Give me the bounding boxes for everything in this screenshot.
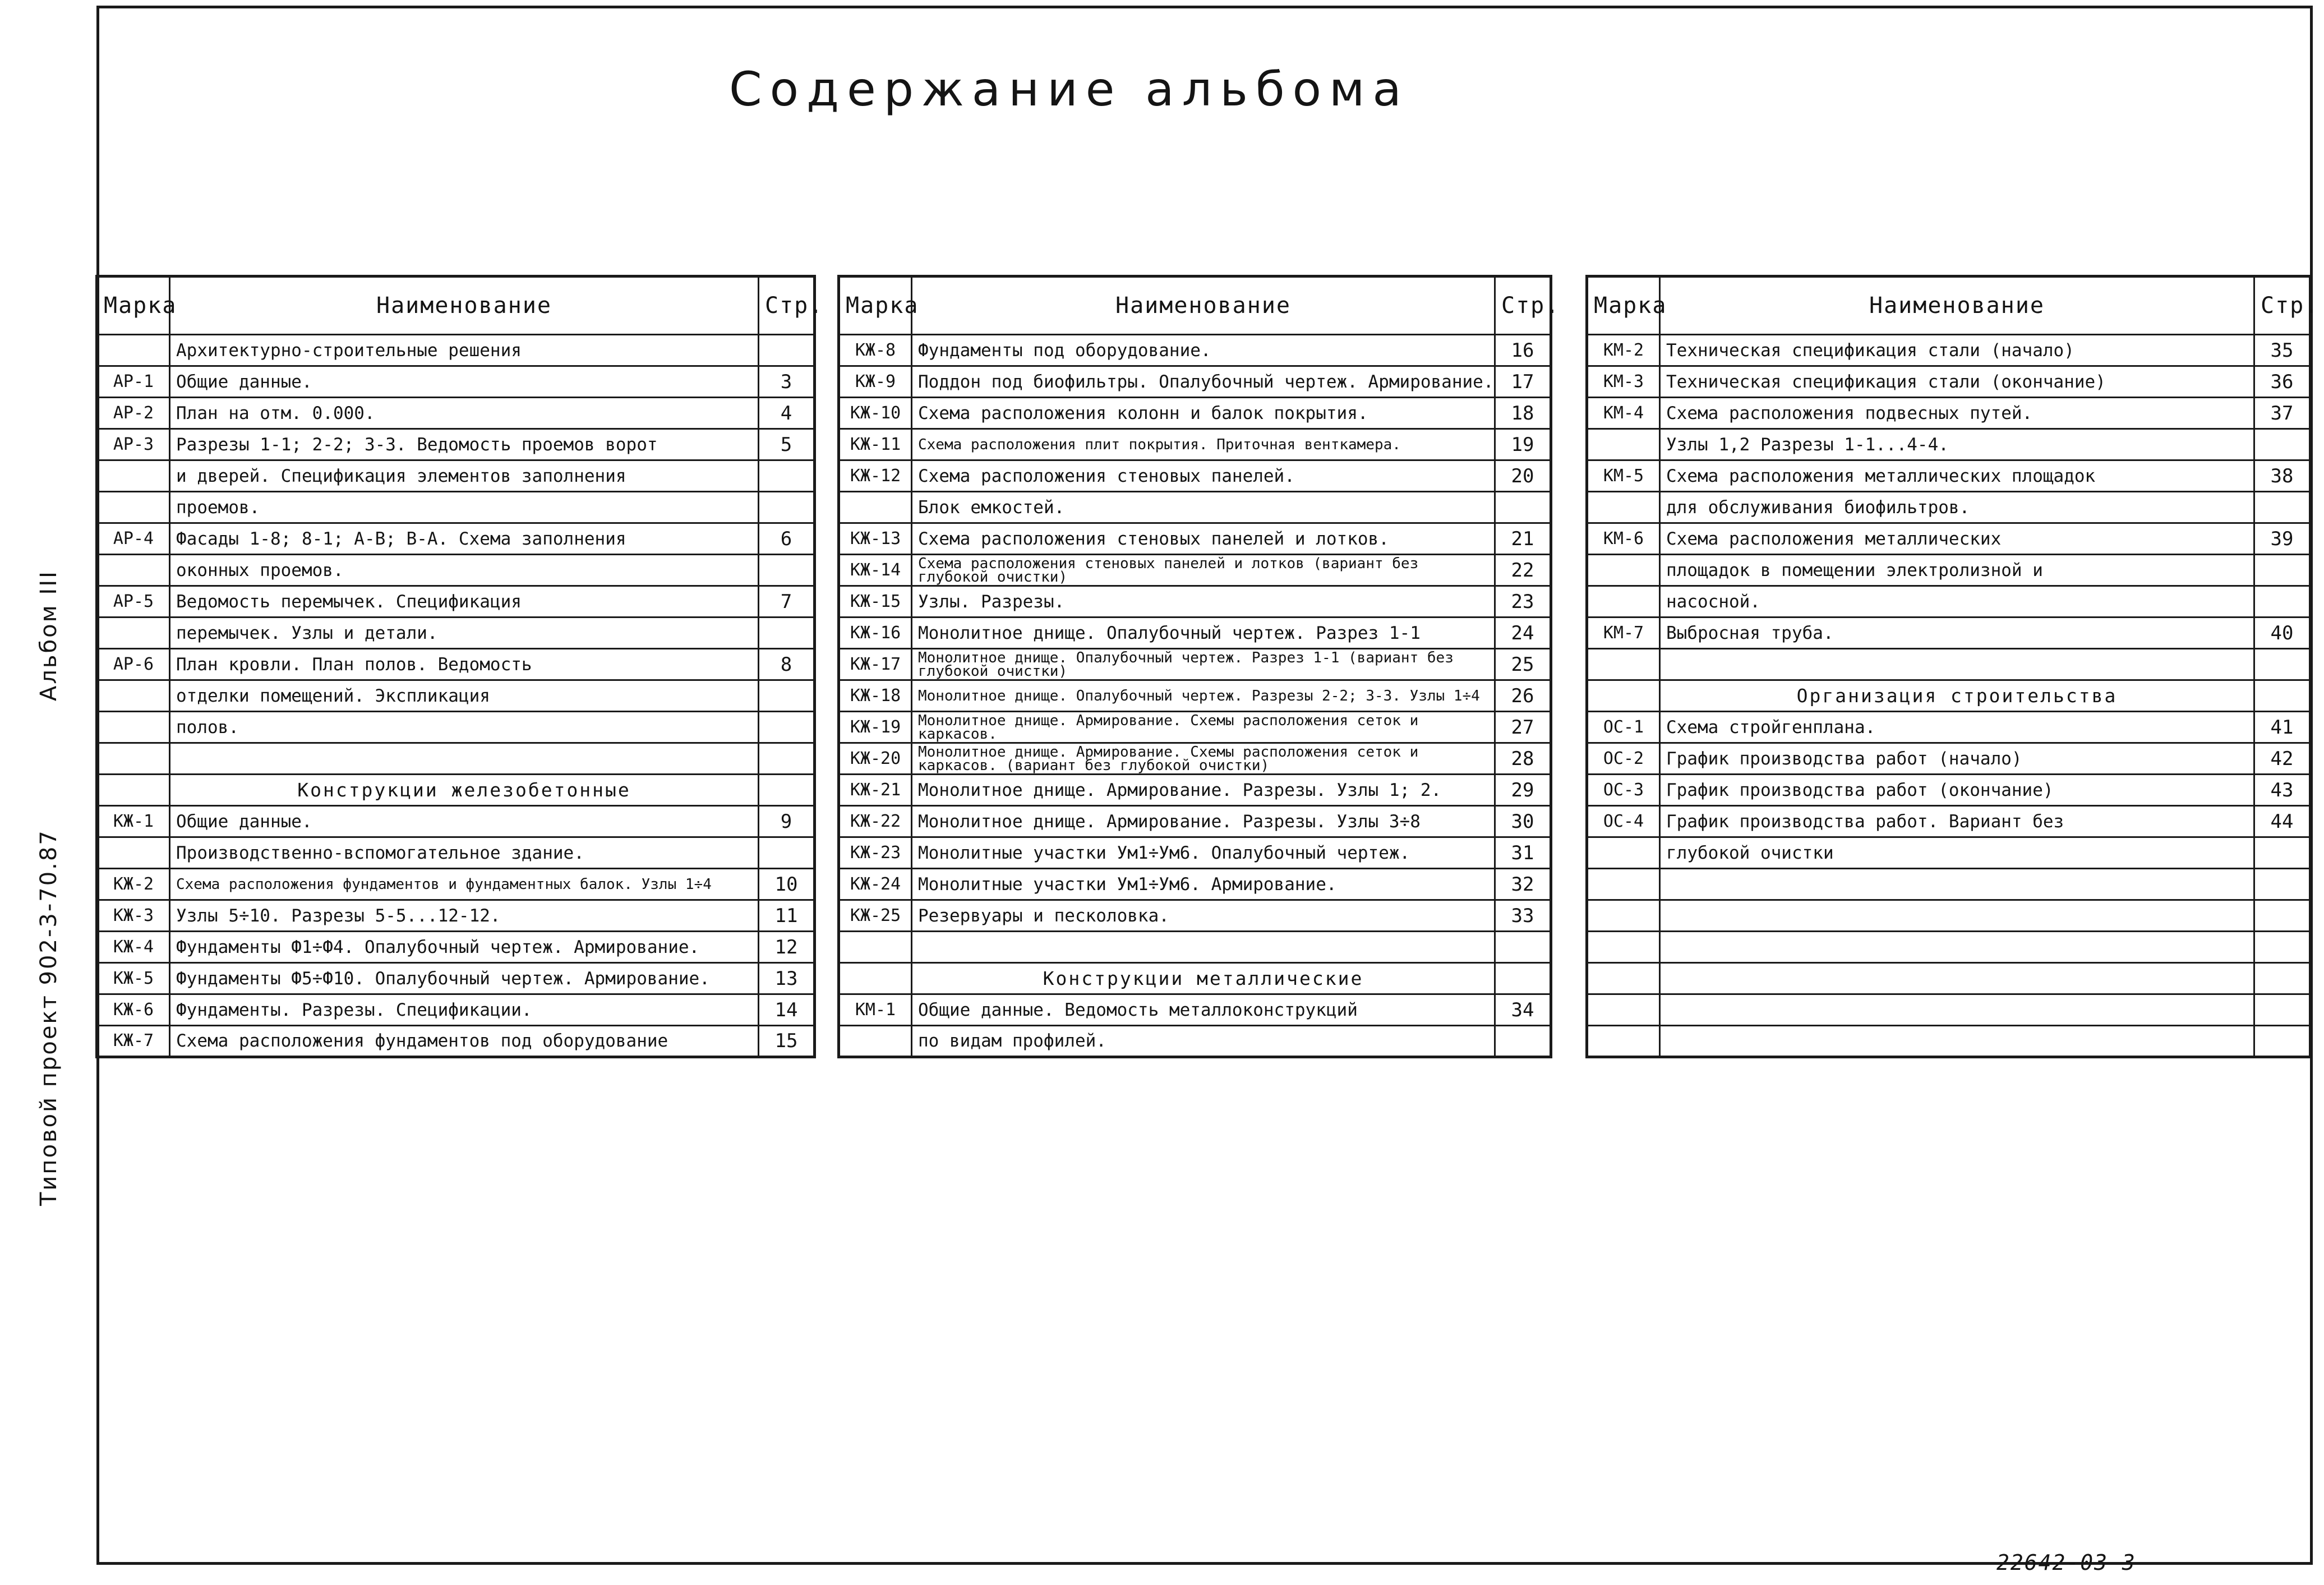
table-row xyxy=(1587,680,2311,712)
row-name: Монолитное днище. Армирование. Схемы расположения сеток и каркасов. xyxy=(912,712,1495,743)
row-mark: КМ-1 xyxy=(839,994,912,1026)
row-page: 26 xyxy=(1495,680,1551,712)
row-mark xyxy=(839,492,912,523)
row-mark: АР-6 xyxy=(97,649,170,680)
row-name: Фундаменты. Разрезы. Спецификации. xyxy=(170,994,759,1026)
row-name: перемычек. Узлы и детали. xyxy=(170,618,759,649)
table-row xyxy=(97,743,815,775)
row-name: Монолитное днище. Опалубочный чертеж. Разрез 1-1 (вариант без глубокой очистки) xyxy=(912,649,1495,680)
table-row xyxy=(1587,806,2311,837)
row-page: 23 xyxy=(1495,586,1551,618)
row-page: 14 xyxy=(759,994,815,1026)
row-mark xyxy=(1587,429,1660,460)
row-page xyxy=(2254,429,2311,460)
row-page: 32 xyxy=(1495,869,1551,900)
row-page xyxy=(2254,932,2311,963)
row-mark xyxy=(1587,837,1660,869)
table-row xyxy=(97,680,815,712)
table-row xyxy=(839,398,1551,429)
row-mark: ОС-1 xyxy=(1587,712,1660,743)
row-mark: КЖ-16 xyxy=(839,618,912,649)
header-mark: Марка xyxy=(839,277,912,335)
row-name: График производства работ (окончание) xyxy=(1660,775,2254,806)
row-page xyxy=(1495,932,1551,963)
table-row xyxy=(839,586,1551,618)
row-name: Монолитные участки Ум1÷Ум6. Армирование. xyxy=(912,869,1495,900)
row-name: Схема стройгенплана. xyxy=(1660,712,2254,743)
row-page xyxy=(759,680,815,712)
table-row xyxy=(839,492,1551,523)
row-name: Схема расположения металлических xyxy=(1660,523,2254,555)
table-row xyxy=(97,366,815,398)
row-mark xyxy=(97,743,170,775)
row-name: Поддон под биофильтры. Опалубочный чертеж. Армирование. xyxy=(912,366,1495,398)
row-mark: КЖ-20 xyxy=(839,743,912,775)
table-row xyxy=(97,586,815,618)
row-page: 39 xyxy=(2254,523,2311,555)
row-name: глубокой очистки xyxy=(1660,837,2254,869)
row-name: График производства работ. Вариант без xyxy=(1660,806,2254,837)
row-mark: КЖ-21 xyxy=(839,775,912,806)
table-row xyxy=(1587,775,2311,806)
table-row xyxy=(1587,837,2311,869)
row-name xyxy=(1660,1026,2254,1057)
contents-table-2 xyxy=(837,275,1560,1058)
table-row xyxy=(97,398,815,429)
row-name: насосной. xyxy=(1660,586,2254,618)
row-name: Фасады 1-8; 8-1; А-В; В-А. Схема заполнения xyxy=(170,523,759,555)
table-row xyxy=(839,869,1551,900)
row-name: Общие данные. Ведомость металлоконструкций xyxy=(912,994,1495,1026)
table-row xyxy=(839,429,1551,460)
header-name: Наименование xyxy=(912,277,1495,335)
table-header-row xyxy=(839,277,1551,335)
row-name: Блок емкостей. xyxy=(912,492,1495,523)
contents-table-3 xyxy=(1585,275,2320,1058)
row-page: 22 xyxy=(1495,555,1551,586)
row-name: Узлы 5÷10. Разрезы 5-5...12-12. xyxy=(170,900,759,932)
row-page xyxy=(1495,963,1551,994)
row-page: 17 xyxy=(1495,366,1551,398)
row-page xyxy=(759,775,815,806)
table-row xyxy=(1587,963,2311,994)
table-row xyxy=(839,555,1551,586)
row-page: 33 xyxy=(1495,900,1551,932)
row-page: 44 xyxy=(2254,806,2311,837)
table-row xyxy=(839,743,1551,775)
row-name xyxy=(1660,932,2254,963)
row-mark: КЖ-24 xyxy=(839,869,912,900)
table-row xyxy=(839,1026,1551,1057)
row-page xyxy=(759,335,815,366)
header-mark: Марка xyxy=(97,277,170,335)
row-mark xyxy=(1587,492,1660,523)
row-page: 27 xyxy=(1495,712,1551,743)
row-mark: КЖ-5 xyxy=(97,963,170,994)
row-page: 34 xyxy=(1495,994,1551,1026)
row-mark xyxy=(97,555,170,586)
row-page xyxy=(2254,994,2311,1026)
table-row xyxy=(839,712,1551,743)
table-row xyxy=(97,963,815,994)
table-row xyxy=(1587,869,2311,900)
row-page xyxy=(759,743,815,775)
row-mark: КЖ-6 xyxy=(97,994,170,1026)
header-page: Стр. xyxy=(2254,277,2311,335)
row-mark: КМ-3 xyxy=(1587,366,1660,398)
row-mark xyxy=(1587,555,1660,586)
table-row xyxy=(97,994,815,1026)
row-page: 4 xyxy=(759,398,815,429)
row-mark: КЖ-23 xyxy=(839,837,912,869)
row-page: 29 xyxy=(1495,775,1551,806)
page-title: Содержание альбома xyxy=(729,62,1409,117)
row-name: Узлы. Разрезы. xyxy=(912,586,1495,618)
row-mark: КЖ-2 xyxy=(97,869,170,900)
row-page xyxy=(759,712,815,743)
table-row xyxy=(1587,994,2311,1026)
row-page: 18 xyxy=(1495,398,1551,429)
row-name: Узлы 1,2 Разрезы 1-1...4-4. xyxy=(1660,429,2254,460)
table-row xyxy=(97,335,815,366)
row-page: 24 xyxy=(1495,618,1551,649)
row-page: 6 xyxy=(759,523,815,555)
row-name: Ведомость перемычек. Спецификация xyxy=(170,586,759,618)
row-mark xyxy=(97,712,170,743)
row-mark xyxy=(97,492,170,523)
row-page xyxy=(1495,1026,1551,1057)
table-row xyxy=(1587,366,2311,398)
row-name: площадок в помещении электролизной и xyxy=(1660,555,2254,586)
row-page xyxy=(2254,586,2311,618)
row-page: 38 xyxy=(2254,460,2311,492)
row-name xyxy=(912,932,1495,963)
row-name: Резервуары и песколовка. xyxy=(912,900,1495,932)
table-row xyxy=(1587,743,2311,775)
row-name xyxy=(1660,900,2254,932)
row-page xyxy=(2254,1026,2311,1057)
table-row xyxy=(97,1026,815,1057)
row-mark xyxy=(839,932,912,963)
table-row xyxy=(97,555,815,586)
row-page xyxy=(759,555,815,586)
table-row xyxy=(839,775,1551,806)
row-page xyxy=(2254,649,2311,680)
table-row xyxy=(839,335,1551,366)
row-page: 21 xyxy=(1495,523,1551,555)
table-row xyxy=(839,649,1551,680)
table-row xyxy=(839,900,1551,932)
row-name xyxy=(1660,994,2254,1026)
table-row xyxy=(839,932,1551,963)
row-page xyxy=(759,492,815,523)
table-header-row xyxy=(97,277,815,335)
row-name xyxy=(1660,869,2254,900)
header-page: Стр. xyxy=(1495,277,1551,335)
row-mark xyxy=(97,775,170,806)
row-name: Схема расположения плит покрытия. Приточная венткамера. xyxy=(912,429,1495,460)
row-page: 10 xyxy=(759,869,815,900)
row-page: 16 xyxy=(1495,335,1551,366)
row-page: 30 xyxy=(1495,806,1551,837)
table-row xyxy=(97,460,815,492)
row-mark xyxy=(97,680,170,712)
table-row xyxy=(97,618,815,649)
row-page xyxy=(1495,492,1551,523)
row-mark: АР-4 xyxy=(97,523,170,555)
row-page: 37 xyxy=(2254,398,2311,429)
row-mark xyxy=(1587,963,1660,994)
row-mark: ОС-4 xyxy=(1587,806,1660,837)
row-name: График производства работ (начало) xyxy=(1660,743,2254,775)
row-mark xyxy=(97,618,170,649)
row-mark: КМ-6 xyxy=(1587,523,1660,555)
row-name: Монолитные участки Ум1÷Ум6. Опалубочный чертеж. xyxy=(912,837,1495,869)
row-name: Схема расположения фундаментов под оборудование xyxy=(170,1026,759,1057)
table-row xyxy=(1587,555,2311,586)
row-name: Выбросная труба. xyxy=(1660,618,2254,649)
row-name: Производственно-вспомогательное здание. xyxy=(170,837,759,869)
row-page xyxy=(2254,555,2311,586)
table-row xyxy=(1587,712,2311,743)
table-row xyxy=(839,963,1551,994)
row-mark: АР-1 xyxy=(97,366,170,398)
row-mark: ОС-3 xyxy=(1587,775,1660,806)
row-page: 12 xyxy=(759,932,815,963)
row-name xyxy=(170,743,759,775)
row-name: Схема расположения колонн и балок покрытия. xyxy=(912,398,1495,429)
row-mark: КМ-7 xyxy=(1587,618,1660,649)
row-page: 20 xyxy=(1495,460,1551,492)
table-row xyxy=(97,837,815,869)
row-mark: ОС-2 xyxy=(1587,743,1660,775)
row-name: проемов. xyxy=(170,492,759,523)
table-row xyxy=(839,994,1551,1026)
row-mark: КЖ-4 xyxy=(97,932,170,963)
row-name: Схема расположения стеновых панелей и лотков. xyxy=(912,523,1495,555)
header-name: Наименование xyxy=(170,277,759,335)
row-mark: КЖ-3 xyxy=(97,900,170,932)
row-name: Архитектурно-строительные решения xyxy=(170,335,759,366)
row-page: 3 xyxy=(759,366,815,398)
row-page: 7 xyxy=(759,586,815,618)
row-name: Схема расположения металлических площадок xyxy=(1660,460,2254,492)
row-name: отделки помещений. Экспликация xyxy=(170,680,759,712)
side-album-label: Альбом III xyxy=(36,570,62,701)
row-page xyxy=(759,460,815,492)
table-row xyxy=(1587,618,2311,649)
table-row xyxy=(1587,523,2311,555)
row-mark: КЖ-7 xyxy=(97,1026,170,1057)
table-row xyxy=(839,806,1551,837)
row-page: 36 xyxy=(2254,366,2311,398)
row-name: Монолитное днище. Армирование. Схемы расположения сеток и каркасов. (вариант без глубокой очистки) xyxy=(912,743,1495,775)
row-mark xyxy=(97,837,170,869)
table-row xyxy=(839,680,1551,712)
row-page xyxy=(759,837,815,869)
table-row xyxy=(1587,460,2311,492)
row-mark xyxy=(1587,586,1660,618)
row-page: 40 xyxy=(2254,618,2311,649)
row-name: Монолитное днище. Армирование. Разрезы. Узлы 3÷8 xyxy=(912,806,1495,837)
row-name: Монолитное днище. Опалубочный чертеж. Разрезы 2-2; 3-3. Узлы 1÷4 xyxy=(912,680,1495,712)
table-row xyxy=(97,806,815,837)
row-name: План на отм. 0.000. xyxy=(170,398,759,429)
row-mark: КМ-2 xyxy=(1587,335,1660,366)
row-mark xyxy=(1587,900,1660,932)
table-row xyxy=(1587,429,2311,460)
row-page: 28 xyxy=(1495,743,1551,775)
table-row xyxy=(97,649,815,680)
table-row xyxy=(1587,586,2311,618)
row-page: 19 xyxy=(1495,429,1551,460)
table-row xyxy=(1587,335,2311,366)
row-page: 31 xyxy=(1495,837,1551,869)
row-page xyxy=(2254,680,2311,712)
row-mark xyxy=(839,1026,912,1057)
row-page xyxy=(2254,837,2311,869)
row-mark: КЖ-25 xyxy=(839,900,912,932)
row-mark: КЖ-15 xyxy=(839,586,912,618)
row-mark: КЖ-18 xyxy=(839,680,912,712)
row-mark: КЖ-14 xyxy=(839,555,912,586)
row-mark: КЖ-1 xyxy=(97,806,170,837)
row-page xyxy=(2254,900,2311,932)
row-name: по видам профилей. xyxy=(912,1026,1495,1057)
row-mark: КЖ-13 xyxy=(839,523,912,555)
table-row xyxy=(97,869,815,900)
row-name: Техническая спецификация стали (окончание) xyxy=(1660,366,2254,398)
row-page xyxy=(759,618,815,649)
row-mark xyxy=(1587,932,1660,963)
row-mark: КМ-5 xyxy=(1587,460,1660,492)
row-name: Схема расположения стеновых панелей и лотков (вариант без глубокой очистки) xyxy=(912,555,1495,586)
row-mark: КМ-4 xyxy=(1587,398,1660,429)
table-row xyxy=(839,366,1551,398)
row-page: 13 xyxy=(759,963,815,994)
table-row xyxy=(97,492,815,523)
row-mark xyxy=(839,963,912,994)
row-name: Общие данные. xyxy=(170,366,759,398)
table-row xyxy=(839,837,1551,869)
row-mark: КЖ-9 xyxy=(839,366,912,398)
table-row xyxy=(839,523,1551,555)
row-page: 11 xyxy=(759,900,815,932)
row-name: Монолитное днище. Опалубочный чертеж. Разрез 1-1 xyxy=(912,618,1495,649)
header-mark: Марка xyxy=(1587,277,1660,335)
row-name: Монолитное днище. Армирование. Разрезы. Узлы 1; 2. xyxy=(912,775,1495,806)
table-row xyxy=(97,932,815,963)
section-heading: Конструкции железобетонные xyxy=(170,775,759,806)
table-row xyxy=(839,460,1551,492)
row-mark xyxy=(1587,649,1660,680)
row-name: Схема расположения стеновых панелей. xyxy=(912,460,1495,492)
row-name: Фундаменты Ф1÷Ф4. Опалубочный чертеж. Армирование. xyxy=(170,932,759,963)
row-mark: КЖ-17 xyxy=(839,649,912,680)
table-row xyxy=(97,523,815,555)
row-mark xyxy=(1587,1026,1660,1057)
table-row xyxy=(97,429,815,460)
contents-table-1 xyxy=(95,275,824,1058)
row-name: Общие данные. xyxy=(170,806,759,837)
table-row xyxy=(839,618,1551,649)
row-mark: КЖ-12 xyxy=(839,460,912,492)
row-name: Схема расположения подвесных путей. xyxy=(1660,398,2254,429)
row-page: 8 xyxy=(759,649,815,680)
row-name: полов. xyxy=(170,712,759,743)
section-heading: Организация строительства xyxy=(1660,680,2254,712)
table-row xyxy=(97,775,815,806)
row-mark xyxy=(97,335,170,366)
header-page: Стр. xyxy=(759,277,815,335)
row-page: 42 xyxy=(2254,743,2311,775)
row-mark xyxy=(1587,680,1660,712)
row-name: Разрезы 1-1; 2-2; 3-3. Ведомость проемов ворот xyxy=(170,429,759,460)
table-row xyxy=(1587,398,2311,429)
side-project-label: Типовой проект 902-3-70.87 xyxy=(36,829,62,1206)
table-row xyxy=(1587,649,2311,680)
row-mark: КЖ-8 xyxy=(839,335,912,366)
row-name: и дверей. Спецификация элементов заполнения xyxy=(170,460,759,492)
row-mark: АР-3 xyxy=(97,429,170,460)
table-row xyxy=(97,712,815,743)
table-header-row xyxy=(1587,277,2311,335)
row-name xyxy=(1660,963,2254,994)
table-row xyxy=(1587,900,2311,932)
row-mark: КЖ-10 xyxy=(839,398,912,429)
row-mark xyxy=(1587,869,1660,900)
table-row xyxy=(1587,492,2311,523)
row-mark: АР-5 xyxy=(97,586,170,618)
row-page: 15 xyxy=(759,1026,815,1057)
table-row xyxy=(97,900,815,932)
row-name: оконных проемов. xyxy=(170,555,759,586)
row-mark: КЖ-19 xyxy=(839,712,912,743)
row-page xyxy=(2254,869,2311,900)
row-name: Фундаменты Ф5÷Ф10. Опалубочный чертеж. Армирование. xyxy=(170,963,759,994)
row-page xyxy=(2254,492,2311,523)
table-row xyxy=(1587,1026,2311,1057)
header-name: Наименование xyxy=(1660,277,2254,335)
row-mark xyxy=(1587,994,1660,1026)
drawing-stamp-number: 22642-03 3 xyxy=(1996,1550,2136,1575)
row-page: 43 xyxy=(2254,775,2311,806)
row-page: 41 xyxy=(2254,712,2311,743)
row-mark: КЖ-22 xyxy=(839,806,912,837)
row-page xyxy=(2254,963,2311,994)
row-name: для обслуживания биофильтров. xyxy=(1660,492,2254,523)
row-page: 35 xyxy=(2254,335,2311,366)
row-mark: КЖ-11 xyxy=(839,429,912,460)
row-page: 9 xyxy=(759,806,815,837)
row-name xyxy=(1660,649,2254,680)
row-name: Техническая спецификация стали (начало) xyxy=(1660,335,2254,366)
row-mark xyxy=(97,460,170,492)
section-heading: Конструкции металлические xyxy=(912,963,1495,994)
row-page: 25 xyxy=(1495,649,1551,680)
table-row xyxy=(1587,932,2311,963)
row-mark: АР-2 xyxy=(97,398,170,429)
row-name: План кровли. План полов. Ведомость xyxy=(170,649,759,680)
row-name: Схема расположения фундаментов и фундаментных балок. Узлы 1÷4 xyxy=(170,869,759,900)
row-page: 5 xyxy=(759,429,815,460)
row-name: Фундаменты под оборудование. xyxy=(912,335,1495,366)
